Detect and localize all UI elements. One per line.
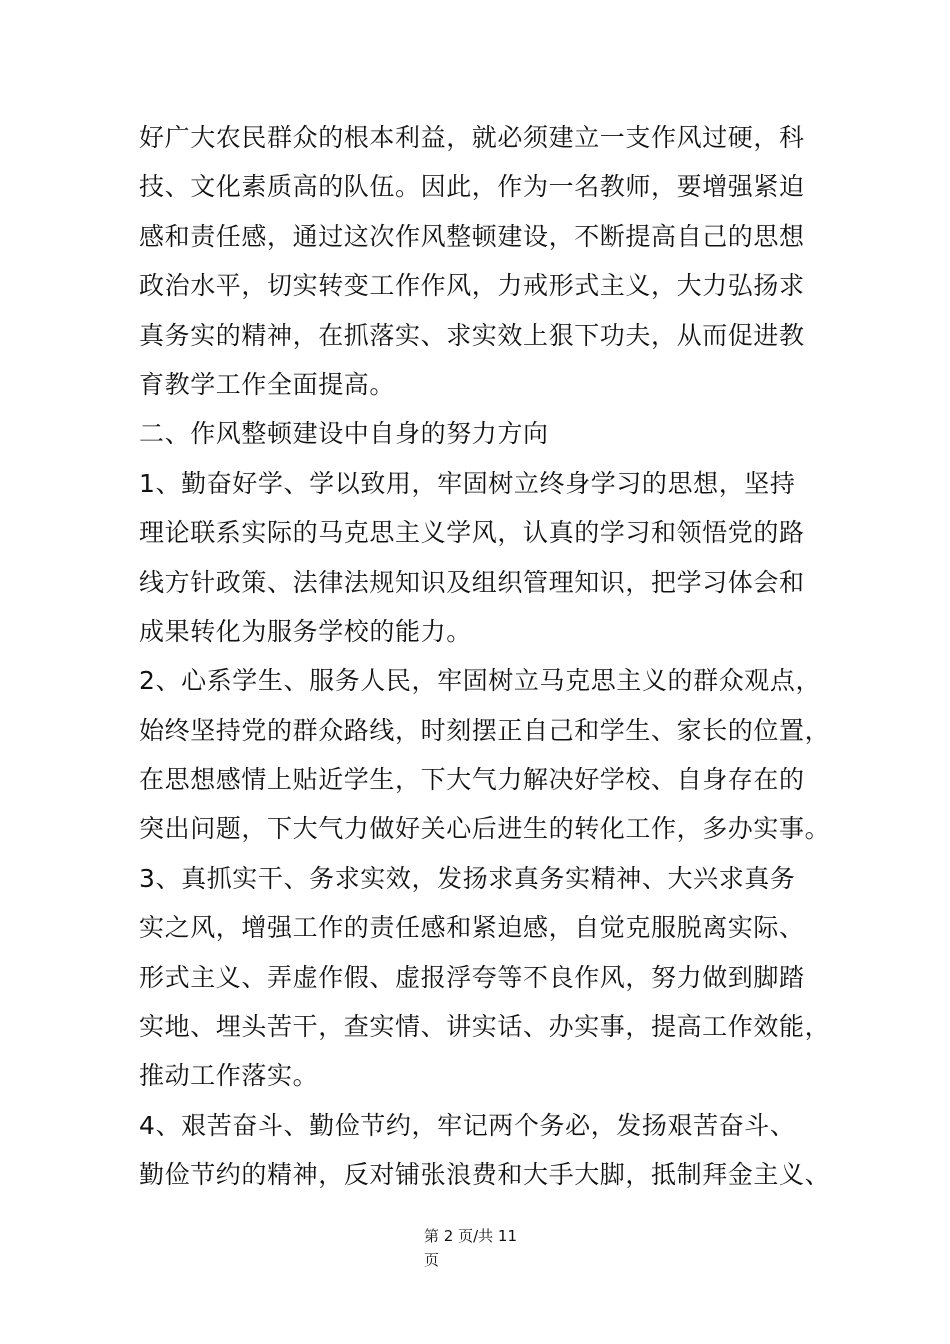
text-line-12: 2、心系学生、服务人民，牢固树立马克思主义的群众观点，: [139, 666, 822, 696]
text-line-2: 技、文化素质高的队伍。因此，作为一名教师，要增强紧迫: [139, 172, 805, 202]
text-line-6: 育教学工作全面提高。: [139, 369, 396, 399]
text-line-14: 在思想感情上贴近学生，下大气力解决好学校、自身存在的: [139, 765, 805, 795]
text-line-9: 理论联系实际的马克思主义学风，认真的学习和领悟党的路: [139, 518, 805, 548]
page-number-line-2: 页: [424, 1251, 440, 1269]
page-number-line-1: 第 2 页/共 11: [424, 1227, 517, 1245]
text-line-4: 政治水平，切实转变工作作风，力戒形式主义，大力弘扬求: [139, 271, 805, 301]
text-line-20: 推动工作落实。: [139, 1061, 319, 1091]
text-line-13: 始终坚持党的群众路线，时刻摆正自己和学生、家长的位置，: [139, 715, 831, 745]
text-line-1: 好广大农民群众的根本利益，就必须建立一支作风过硬，科: [139, 123, 805, 152]
text-line-19: 实地、埋头苦干，查实情、讲实话、办实事，提高工作效能，: [139, 1012, 831, 1042]
text-line-8: 1、勤奋好学、学以致用，牢固树立终身学习的思想，坚持: [139, 468, 796, 498]
text-line-22: 勤俭节约的精神，反对铺张浪费和大手大脚，抵制拜金主义、: [139, 1160, 831, 1190]
text-line-3: 感和责任感，通过这次作风整顿建设，不断提高自己的思想: [139, 221, 805, 251]
page-footer: [424, 1224, 534, 1272]
text-line-10: 线方针政策、法律法规知识及组织管理知识，把学习体会和: [139, 567, 805, 597]
text-line-5: 真务实的精神，在抓落实、求实效上狠下功夫，从而促进教: [139, 320, 805, 350]
document-body: [139, 113, 831, 1200]
section-heading: 二、作风整顿建设中自身的努力方向: [139, 419, 549, 449]
text-line-15: 突出问题，下大气力做好关心后进生的转化工作，多办实事。: [139, 814, 831, 844]
text-line-16: 3、真抓实干、务求实效，发扬求真务实精神、大兴求真务: [139, 863, 796, 893]
text-line-21: 4、艰苦奋斗、勤俭节约，牢记两个务必，发扬艰苦奋斗、: [139, 1110, 796, 1140]
text-line-17: 实之风，增强工作的责任感和紧迫感，自觉克服脱离实际、: [139, 913, 805, 943]
text-line-18: 形式主义、弄虚作假、虚报浮夸等不良作风，努力做到脚踏: [139, 962, 805, 992]
text-line-11: 成果转化为服务学校的能力。: [139, 616, 472, 646]
